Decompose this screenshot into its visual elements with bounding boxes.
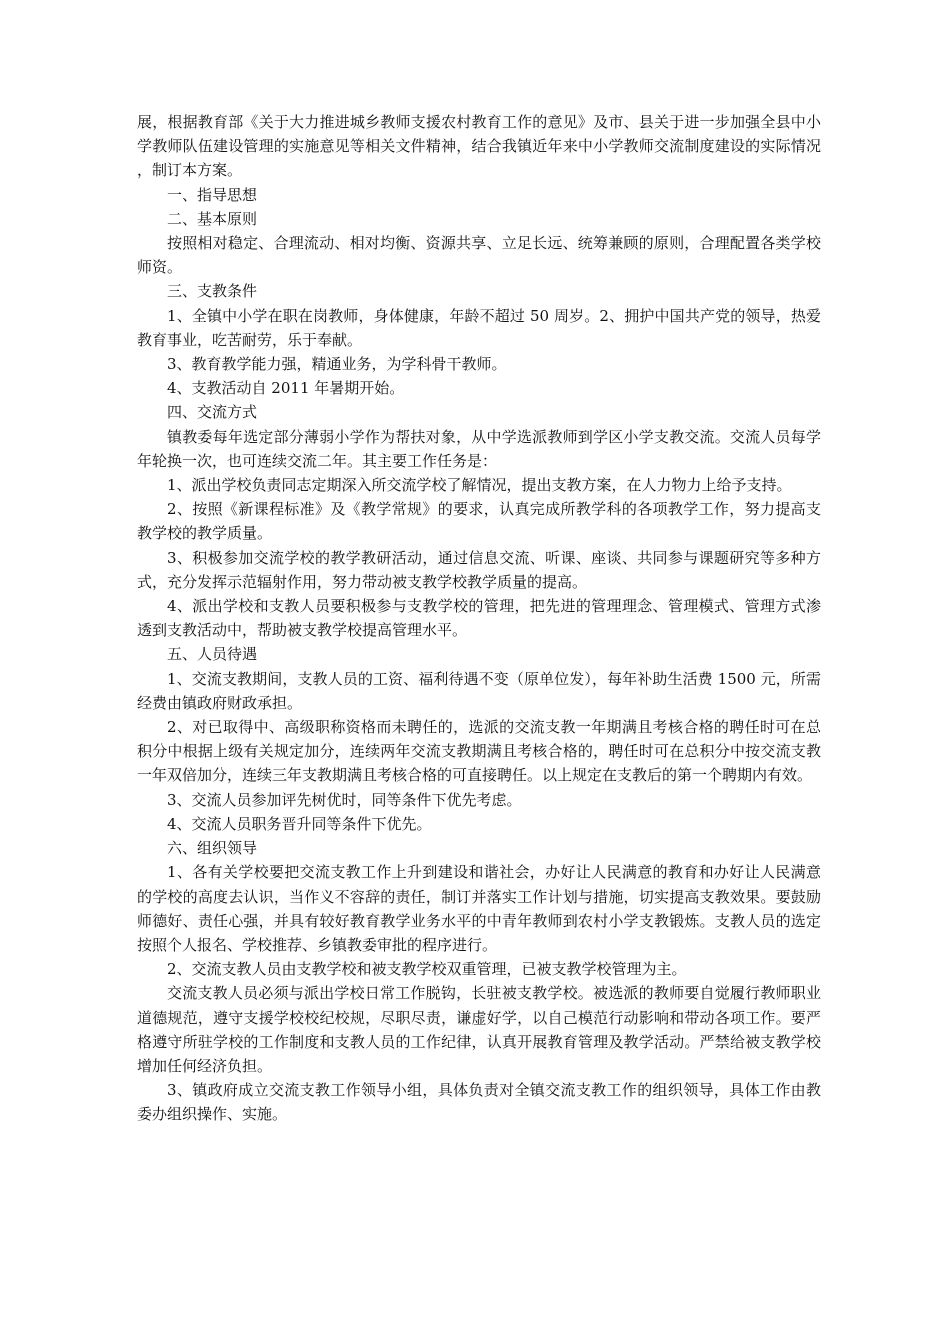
- paragraph-leadership-3: 3、镇政府成立交流支教工作领导小组，具体负责对全镇交流支教工作的组织领导，具体工作由教委办组织操作、实施。: [137, 1081, 821, 1124]
- paragraph-treatment-3: 3、交流人员参加评先树优时，同等条件下优先考虑。: [167, 790, 522, 809]
- heading-leadership: 六、组织领导: [167, 839, 258, 858]
- heading-exchange-method: 四、交流方式: [167, 403, 258, 422]
- heading-treatment: 五、人员待遇: [167, 645, 258, 664]
- paragraph-exchange-intro: 镇教委每年选定部分薄弱小学作为帮扶对象，从中学选派教师到学区小学支教交流。交流人员每学年轮换一次，也可连续交流二年。其主要工作任务是：: [137, 427, 821, 470]
- paragraph-leadership-2: 2、交流支教人员由支教学校和被支教学校双重管理，已被支教学校管理为主。: [167, 960, 687, 979]
- document-body: [137, 110, 821, 1127]
- paragraph-task-4: 4、派出学校和支教人员要积极参与支教学校的管理，把先进的管理理念、管理模式、管理方式渗透到支教活动中，帮助被支教学校提高管理水平。: [137, 597, 821, 640]
- paragraph-leadership-1: 1、各有关学校要把交流支教工作上升到建设和谐社会，办好让人民满意的教育和办好让人民满意的学校的高度去认识，当作义不容辞的责任，制订并落实工作计划与措施，切实提高支教效果。要鼓励师德好、责任心强，并具有较好教育教学业务水平的中青年教师到农村小学支教锻炼。支教人员的选定按照个人报名、学校推荐、乡镇教委审批的程序进行。: [137, 863, 821, 954]
- paragraph-condition-3: 3、教育教学能力强，精通业务，为学科骨干教师。: [167, 355, 507, 374]
- paragraph-intro: 展，根据教育部《关于大力推进城乡教师支援农村教育工作的意见》及市、县关于进一步加强全县中小学教师队伍建设管理的实施意见等相关文件精神，结合我镇近年来中小学教师交流制度建设的实际情况，制订本方案。: [137, 113, 821, 180]
- paragraph-treatment-1: 1、交流支教期间，支教人员的工资、福利待遇不变（原单位发），每年补助生活费 1500 元，所需经费由镇政府财政承担。: [137, 669, 821, 712]
- paragraph-principles: 按照相对稳定、合理流动、相对均衡、资源共享、立足长远、统筹兼顾的原则，合理配置各类学校师资。: [137, 234, 821, 277]
- paragraph-leadership-2-detail: 交流支教人员必须与派出学校日常工作脱钩，长驻被支教学校。被选派的教师要自觉履行教师职业道德规范，遵守支援学校校纪校规，尽职尽责，谦虚好学，以自己模范行动影响和带动各项工作。要严格遵守所驻学校的工作制度和支教人员的工作纪律，认真开展教育管理及教学活动。严禁给被支教学校增加任何经济负担。: [137, 984, 821, 1075]
- heading-guiding-ideology: 一、指导思想: [167, 185, 258, 204]
- paragraph-treatment-2: 2、对已取得中、高级职称资格而未聘任的，选派的交流支教一年期满且考核合格的聘任时可在总积分中根据上级有关规定加分，连续两年交流支教期满且考核合格的，聘任时可在总积分中按交流支教一年双倍加分，连续三年支教期满且考核合格的可直接聘任。以上规定在支教后的第一个聘期内有效。: [137, 718, 821, 785]
- heading-basic-principles: 二、基本原则: [167, 209, 258, 228]
- paragraph-task-2: 2、按照《新课程标准》及《教学常规》的要求，认真完成所教学科的各项教学工作，努力提高支教学校的教学质量。: [137, 500, 821, 543]
- paragraph-task-3: 3、积极参加交流学校的教学教研活动，通过信息交流、听课、座谈、共同参与课题研究等多种方式，充分发挥示范辐射作用，努力带动被支教学校教学质量的提高。: [137, 548, 821, 591]
- heading-conditions: 三、支教条件: [167, 282, 258, 301]
- paragraph-task-1: 1、派出学校负责同志定期深入所交流学校了解情况，提出支教方案，在人力物力上给予支持。: [167, 476, 792, 495]
- paragraph-condition-1: 1、全镇中小学在职在岗教师，身体健康，年龄不超过 50 周岁。2、拥护中国共产党的领导，热爱教育事业，吃苦耐劳，乐于奉献。: [137, 306, 821, 349]
- paragraph-condition-4: 4、支教活动自 2011 年暑期开始。: [167, 379, 405, 398]
- paragraph-treatment-4: 4、交流人员职务晋升同等条件下优先。: [167, 814, 432, 833]
